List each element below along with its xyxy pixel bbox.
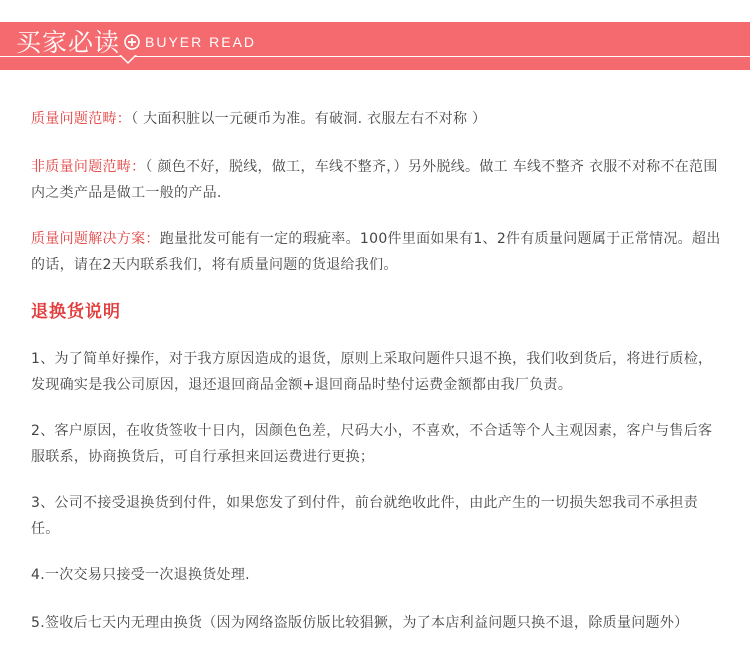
quality-solution-paragraph [31,226,723,278]
returns-section-title: 退换货说明 [31,302,121,322]
returns-item: 4.一次交易只接受一次退换货处理. [31,567,250,583]
plus-circle-icon [124,34,140,50]
non-quality-scope-label: 非质量问题范畴： [31,159,146,175]
returns-item: 3、公司不接受退换货到付件，如果您发了到付件，前台就绝收此件，由此产生的一切损失恕我司不承担责任。 [31,495,699,537]
quality-scope-paragraph [31,106,723,132]
quality-solution-text: 跑量批发可能有一定的瑕疵率。100件里面如果有1、2件有质量问题属于正常情况。超出的话，请在2天内联系我们，将有质量问题的货退给我们。 [31,231,721,273]
returns-item: 2、客户原因，在收货签收十日内，因颜色色差，尺码大小，不喜欢，不合适等个人主观因素，客户与售后客服联系，协商换货后，可自行承担来回运费进行更换； [31,423,713,465]
banner-notch-fill [121,55,135,62]
header-title: 买家必读 [16,28,121,57]
returns-item: 5.签收后七天内无理由换货（因为网络盗版仿版比较猖獗，为了本店利益问题只换不退，除质量问题外） [31,615,689,631]
quality-scope-text: （ 大面积脏以一元硬币为准。有破洞. 衣服左右不对称 ） [131,111,487,127]
header-subtitle: BUYER READ [145,34,257,50]
non-quality-scope-text: （ 颜色不好，脱线，做工，车线不整齐，）另外脱线。做工 车线不整齐 衣服不对称不在范围内之类产品是做工一般的产品. [31,159,718,201]
quality-solution-label: 质量问题解决方案： [31,231,160,247]
non-quality-scope-paragraph [31,154,723,206]
quality-scope-label: 质量问题范畴： [31,111,132,127]
returns-item: 1、为了简单好操作，对于我方原因造成的退货，原则上采取问题件只退不换，我们收到货后，将进行质检，发现确实是我公司原因，退还退回商品金额+退回商品时垫付运费金额都由我厂负责。 [31,351,713,393]
